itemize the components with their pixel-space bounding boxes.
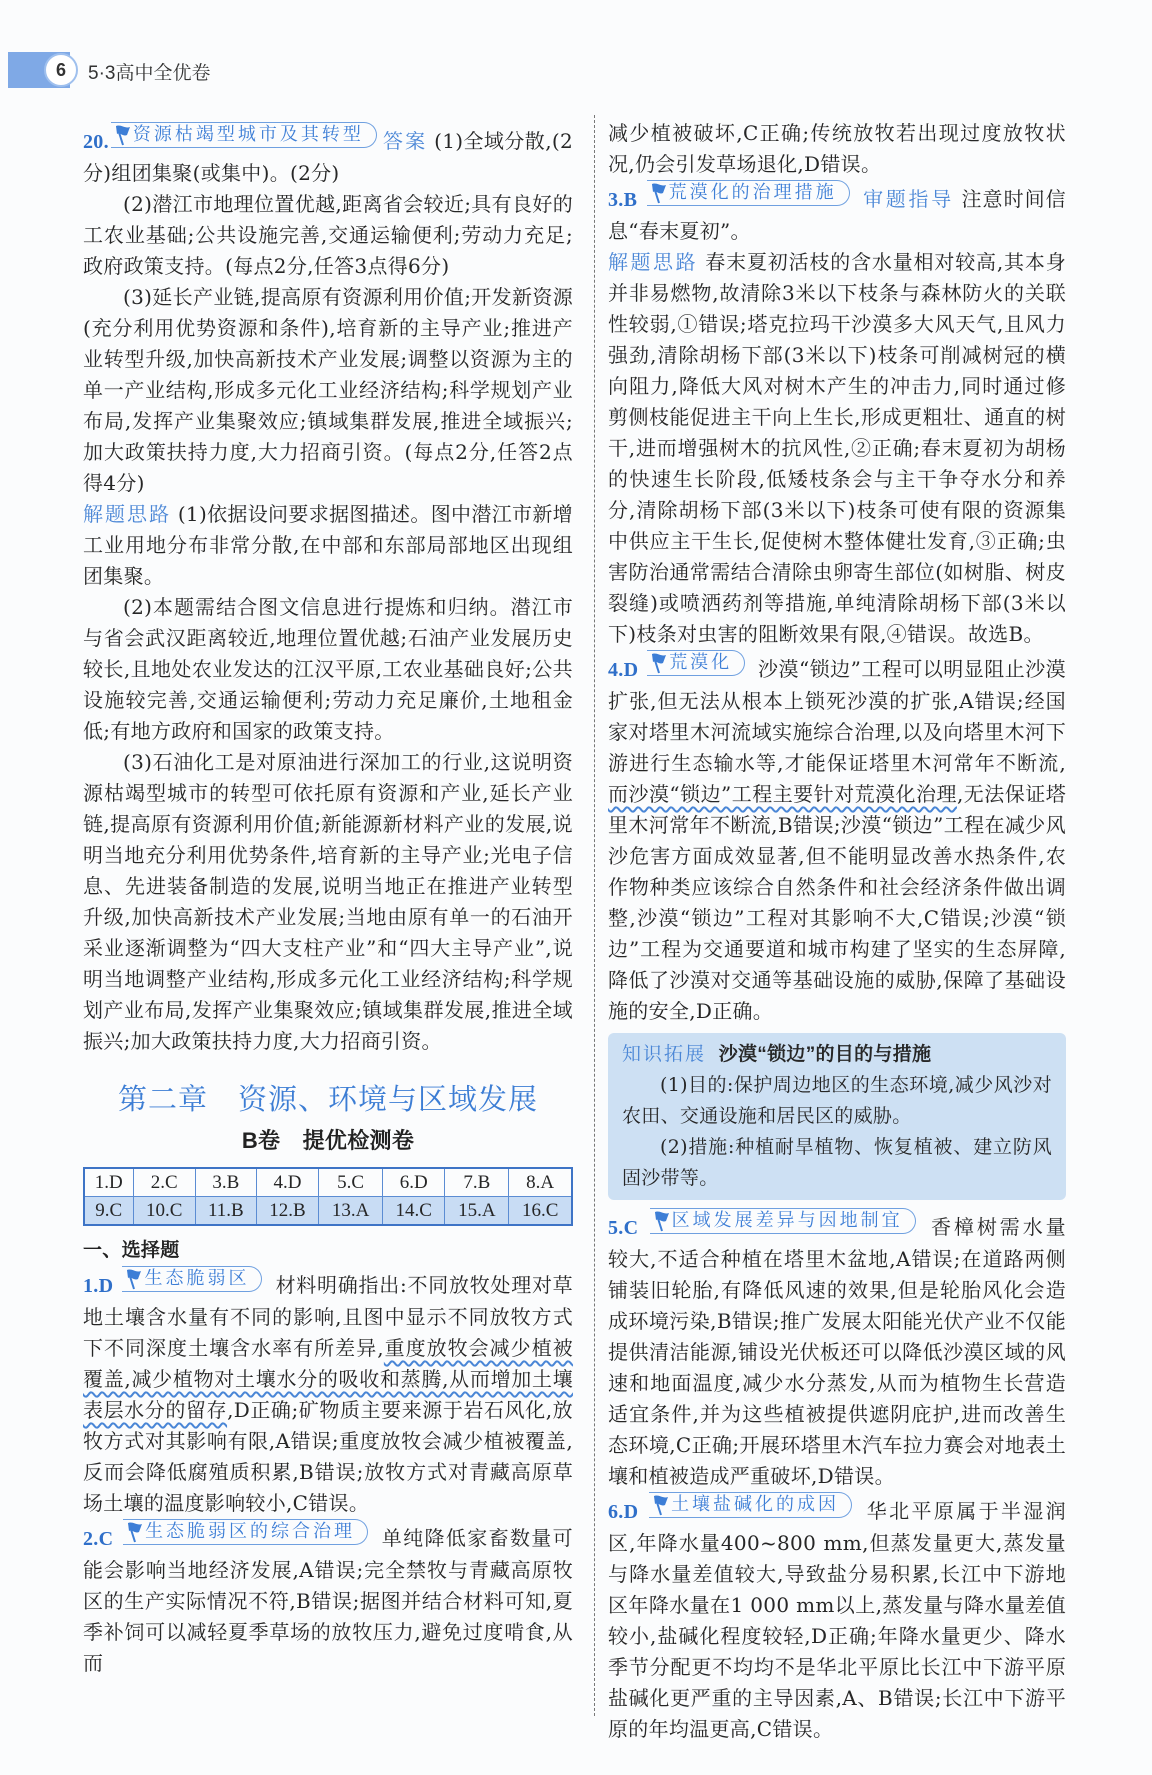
topic-tag-label: 荒漠化: [669, 652, 733, 673]
question-2: [83, 1519, 573, 1679]
analysis-label: 解题思路: [83, 502, 172, 526]
topic-tag: [122, 1266, 262, 1292]
key-point-underline: 而沙漠“锁边”工程主要针对荒漠化治理: [608, 782, 957, 806]
question-2-continued: [608, 118, 1066, 180]
topic-tag: [647, 180, 850, 206]
left-column: [83, 122, 573, 1709]
analysis-text: (2)本题需结合图文信息进行提炼和归纳。潜江市与省会武汉距离较近,地理位置优越;石油产业发展历史较长,且地处农业发达的江汉平原,工农业基础良好;公共设施较完善,交通运输便利;劳动力充足廉价,土地租金低;有地方政府和国家的政策支持。: [83, 595, 573, 743]
topic-tag-label: 区域发展差异与因地制宜: [671, 1210, 903, 1231]
answer-text: (2)潜江市地理位置优越,距离省会较近;具有良好的工农业基础;公共设施完善,交通运输便利;劳动力充足;政府政策支持。(每点2分,任答3点得6分): [83, 192, 573, 278]
right-column: [608, 118, 1066, 1775]
topic-tag-label: 生态脆弱区的综合治理: [145, 1521, 356, 1542]
analysis-text: (3)石油化工是对原油进行深加工的行业,这说明资源枯竭型城市的转型可依托原有资源和产业,延长产业链,提高原有资源利用价值;新能源新材料产业的发展,说明当地充分利用优势条件,培育新的主导产业;光电子信息、先进装备制造的发展,说明当地正在推进产业转型升级,加快高新技术产业发展;当地由原有单一的石油开采业逐渐调整为“四大支柱产业”和“四大主导产业”,说明当地调整产业结构,形成多元化工业经济结构;科学规划产业布局,发挥产业集聚效应;镇域集群发展,推进全域振兴;加大政策扶持力度,大力招商引资。: [83, 750, 573, 1053]
table-row: [84, 1197, 572, 1226]
table-row: [84, 1168, 572, 1197]
question-number: 1.D: [83, 1275, 114, 1297]
guide-label: 审题指导: [863, 187, 955, 211]
analysis-text: (1)依据设问要求据图描述。图中潜江市新增工业用地分布非常分散,在中部和东部局部地区出现组团集聚。: [83, 502, 573, 588]
answer-cell: 10.C: [133, 1197, 195, 1226]
question-number: 4.D: [608, 659, 639, 681]
question-5: [608, 1208, 1066, 1492]
question-number: 20.: [83, 131, 109, 153]
answer-cell: 13.A: [319, 1197, 383, 1226]
answer-key-table: [83, 1167, 573, 1226]
analysis-text: 春末夏初活枝的含水量相对较高,其本身并非易燃物,故清除3米以下枝条与森林防火的关联性较弱,①错误;塔克拉玛干沙漠多大风天气,且风力强劲,清除胡杨下部(3米以下)枝条可削减树冠的横向阻力,降低大风对树木产生的冲击力,同时通过修剪侧枝能促进主干向上生长,形成更粗壮、通直的树干,进而增强树木的抗风性,②正确;春末夏初为胡杨的快速生长阶段,低矮枝条会与主干争夺水分和养分,清除胡杨下部(3米以下)枝条可使有限的资源集中供应主干生长,促使树木整体健壮发育,③正确;虫害防治通常需结合清除虫卵寄生部位(如树脂、树皮裂缝)或喷洒药剂等措施,单纯清除胡杨下部(3米以下)枝条对虫害的阻断效果有限,④错误。故选B。: [608, 250, 1066, 646]
question-1: [83, 1266, 573, 1519]
flag-icon: [124, 1267, 144, 1291]
question-number: 2.C: [83, 1528, 114, 1550]
explanation-text: 沙漠“锁边”工程可以明显阻止沙漠扩张,但无法从根本上锁死沙漠的扩张,A错误;经国家对塔里木河流域实施综合治理,以及向塔里木河下游进行生态输水等,才能保证塔里木河常年不断流,: [608, 657, 1066, 775]
explanation-text: ,D正确;矿物质主要来源于岩石风化,放牧方式对其影响有限,A错误;重度放牧会减少植被覆盖,反而会降低腐殖质积累,B错误;放牧方式对青藏高原草场土壤的温度影响较小,C错误。: [83, 1398, 573, 1515]
chapter-subtitle: B卷 提优检测卷: [241, 1128, 415, 1153]
page-number: 6: [44, 53, 78, 87]
answer-cell: 11.B: [195, 1197, 256, 1226]
explanation-text: ,无法保证塔里木河常年不断流,B错误;沙漠“锁边”工程在减少风沙危害方面成效显著,但不能明显改善水热条件,农作物种类应该综合自然条件和社会经济条件做出调整,沙漠“锁边”工程对其影响不大,C错误;沙漠“锁边”工程为交通要道和城市构建了坚实的生态屏障,降低了沙漠对交通等基础设施的威胁,保障了基础设施的安全,D正确。: [608, 782, 1066, 1023]
answer-text: (3)延长产业链,提高原有资源利用价值;开发新资源(充分利用优势资源和条件),培育新的主导产业;推进产业转型升级,加快高新技术产业发展;调整以资源为主的单一产业结构,形成多元化工业经济结构;科学规划产业布局,发挥产业集聚效应;镇域集群发展,推进全域振兴;加大政策扶持力度,大力招商引资。(每点2分,任答2点得4分): [83, 285, 573, 495]
answer-cell: 15.A: [445, 1197, 509, 1226]
knowledge-extension-box: [608, 1033, 1066, 1200]
question-number: 6.D: [608, 1501, 639, 1523]
section-heading: 一、选择题: [83, 1240, 180, 1261]
flag-icon: [649, 181, 669, 205]
answer-text: (1)全域分散,(2分)组团集聚(或集中)。(2分): [83, 129, 573, 185]
explanation-text: 减少植被破坏,C正确;传统放牧若出现过度放牧状况,仍会引发草场退化,D错误。: [608, 121, 1066, 176]
flag-icon: [113, 123, 133, 147]
question-3: [608, 180, 1066, 650]
topic-tag: [649, 1492, 852, 1518]
topic-tag-label: 资源枯竭型城市及其转型: [132, 124, 364, 145]
book-title: 5·3高中全优卷: [88, 63, 211, 84]
explanation-text: 材料明确指出:不同放牧处理对草地土壤含水量有不同的影响,且图中显示不同放牧方式下不同深度土壤含水率有所差异,: [83, 1273, 573, 1360]
answer-cell: 7.B: [445, 1168, 509, 1197]
flag-icon: [651, 1493, 671, 1517]
answer-cell: 14.C: [383, 1197, 445, 1226]
topic-tag: [123, 1519, 368, 1545]
answer-cell: 1.D: [84, 1168, 133, 1197]
topic-tag: [650, 1208, 916, 1234]
question-4: [608, 650, 1066, 1027]
guide-text: 注意时间信息“春末夏初”。: [608, 187, 1066, 243]
chapter-title: 第二章 资源、环境与区域发展: [117, 1082, 538, 1116]
question-number: 3.B: [608, 189, 638, 211]
key-point-underline: 重度放牧会减少植被覆盖,减少植物对土壤水分的吸收和蒸腾,从而增加土壤表层水分的留存: [83, 1336, 574, 1422]
explanation-text: 单纯降低家畜数量可能会影响当地经济发展,A错误;完全禁牧与青藏高原牧区的生产实际情况不符,B错误;据图并结合材料可知,夏季补饲可以减轻夏季草场的放牧压力,避免过度啃食,从而: [83, 1526, 573, 1675]
column-divider: [594, 115, 595, 1716]
answer-cell: 16.C: [509, 1197, 572, 1226]
knowledge-text: (2)措施:种植耐旱植物、恢复植被、建立防风固沙带等。: [622, 1136, 1052, 1189]
flag-icon: [125, 1520, 145, 1544]
answer-cell: 5.C: [319, 1168, 383, 1197]
knowledge-label: 知识拓展: [622, 1043, 707, 1065]
flag-icon: [649, 651, 669, 675]
answer-cell: 2.C: [133, 1168, 195, 1197]
topic-tag: [647, 650, 745, 676]
topic-tag: [111, 122, 377, 148]
question-20: [83, 122, 573, 1057]
explanation-text: 华北平原属于半湿润区,年降水量400~800 mm,但蒸发量更大,蒸发量与降水量差值较大,导致盐分易积累,长江中下游地区年降水量在1 000 mm以上,蒸发量与降水量差值较小,盐碱化程度较轻,D正确;年降水量更少、降水季节分配更不均均不是华北平原比长江中下游平原盐碱化更严重的主导因素,A、B错误;长江中下游平原的年均温更高,C错误。: [608, 1499, 1066, 1741]
question-number: 5.C: [608, 1217, 639, 1239]
topic-tag-label: 土壤盐碱化的成因: [671, 1494, 840, 1515]
answer-cell: 8.A: [509, 1168, 572, 1197]
question-6: [608, 1492, 1066, 1745]
answer-label: 答案: [382, 129, 428, 153]
answer-cell: 12.B: [256, 1197, 318, 1226]
analysis-label: 解题思路: [608, 250, 699, 274]
answer-cell: 6.D: [383, 1168, 445, 1197]
knowledge-title: 沙漠“锁边”的目的与措施: [718, 1044, 932, 1065]
explanation-text: 香樟树需水量较大,不适合种植在塔里木盆地,A错误;在道路两侧铺装旧轮胎,有降低风速的效果,但是轮胎风化会造成环境污染,B错误;推广发展太阳能光伏产业不仅能提供清洁能源,铺设光伏板还可以降低沙漠区域的风速和地面温度,减少水分蒸发,从而为植物生长营造适宜条件,并为这些植被提供遮阴庇护,进而改善生态环境,C正确;开展环塔里木汽车拉力赛会对地表土壤和植被造成严重破坏,D错误。: [608, 1215, 1066, 1488]
flag-icon: [652, 1209, 672, 1233]
topic-tag-label: 荒漠化的治理措施: [668, 182, 837, 203]
answer-cell: 4.D: [256, 1168, 318, 1197]
knowledge-text: (1)目的:保护周边地区的生态环境,减少风沙对农田、交通设施和居民区的威胁。: [622, 1074, 1052, 1127]
answer-cell: 9.C: [84, 1197, 133, 1226]
topic-tag-label: 生态脆弱区: [144, 1268, 250, 1289]
answer-cell: 3.B: [195, 1168, 256, 1197]
